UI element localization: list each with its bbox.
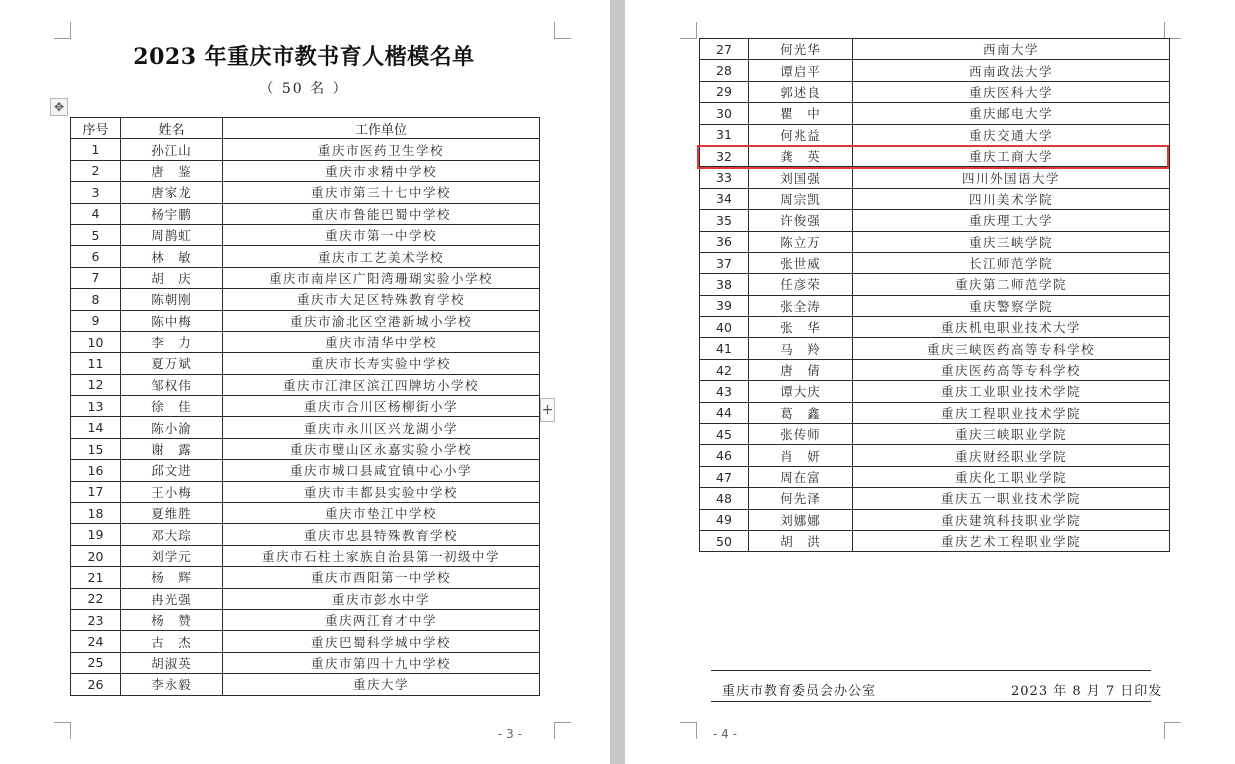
work-unit: 重庆邮电大学 [853, 103, 1170, 124]
margin-corner-mark [554, 22, 571, 39]
table-row [700, 424, 1170, 445]
table-row [700, 466, 1170, 487]
footer-rule-bottom [711, 701, 1151, 702]
table-row [71, 609, 540, 630]
row-number: 17 [71, 481, 121, 502]
teacher-name: 徐 佳 [121, 396, 223, 417]
document-subtitle: （ 50 名 ） [259, 81, 349, 97]
teacher-name: 杨 赞 [121, 609, 223, 630]
row-number: 40 [700, 317, 749, 338]
work-unit: 重庆市忠县特殊教育学校 [223, 524, 540, 545]
table-row [71, 353, 540, 374]
table-row [71, 289, 540, 310]
row-number: 41 [700, 338, 749, 359]
teacher-name: 张传师 [749, 424, 853, 445]
row-number: 43 [700, 381, 749, 402]
work-unit: 重庆市工艺美术学校 [223, 246, 540, 267]
teacher-name: 谢 露 [121, 438, 223, 459]
teacher-name: 周在富 [749, 466, 853, 487]
work-unit: 重庆五一职业技术学院 [853, 488, 1170, 509]
table-row [700, 402, 1170, 423]
row-number: 18 [71, 503, 121, 524]
column-header-name: 姓名 [121, 118, 223, 139]
footer-issue-date: 2023 年 8 月 7 日印发 [1011, 684, 1163, 699]
row-number: 30 [700, 103, 749, 124]
table-row [71, 310, 540, 331]
teacher-name: 刘国强 [749, 167, 853, 188]
work-unit: 重庆市酉阳第一中学校 [223, 567, 540, 588]
column-header-unit: 工作单位 [223, 118, 540, 139]
work-unit: 重庆财经职业学院 [853, 445, 1170, 466]
work-unit: 重庆建筑科技职业学院 [853, 509, 1170, 530]
row-number: 36 [700, 231, 749, 252]
row-number: 49 [700, 509, 749, 530]
work-unit: 重庆市南岸区广阳湾珊瑚实验小学校 [223, 267, 540, 288]
honor-roster-table-right [699, 38, 1170, 552]
work-unit: 重庆市丰都县实验中学校 [223, 481, 540, 502]
work-unit: 重庆市璧山区永嘉实验小学校 [223, 438, 540, 459]
teacher-name: 冉光强 [121, 588, 223, 609]
page-gutter [610, 0, 625, 764]
column-header-number: 序号 [71, 118, 121, 139]
table-row [71, 139, 540, 160]
work-unit: 重庆市第一中学校 [223, 224, 540, 245]
row-number: 29 [700, 81, 749, 102]
row-number: 47 [700, 466, 749, 487]
work-unit: 重庆巴蜀科学城中学校 [223, 631, 540, 652]
teacher-name: 王小梅 [121, 481, 223, 502]
row-number: 13 [71, 396, 121, 417]
row-number: 34 [700, 188, 749, 209]
table-row [71, 396, 540, 417]
teacher-name: 张全涛 [749, 295, 853, 316]
row-number: 48 [700, 488, 749, 509]
table-move-handle[interactable] [50, 98, 68, 116]
work-unit: 西南政法大学 [853, 60, 1170, 81]
row-number: 21 [71, 567, 121, 588]
table-row [700, 210, 1170, 231]
work-unit: 重庆化工职业学院 [853, 466, 1170, 487]
row-number: 35 [700, 210, 749, 231]
teacher-name: 邱文进 [121, 460, 223, 481]
teacher-name: 谭启平 [749, 60, 853, 81]
work-unit: 重庆市垫江中学校 [223, 503, 540, 524]
row-number: 46 [700, 445, 749, 466]
row-number: 11 [71, 353, 121, 374]
teacher-name: 任彦荣 [749, 274, 853, 295]
table-row [700, 81, 1170, 102]
table-row [700, 231, 1170, 252]
margin-corner-mark [680, 722, 697, 739]
row-number: 37 [700, 252, 749, 273]
work-unit: 四川美术学院 [853, 188, 1170, 209]
teacher-name: 陈朝刚 [121, 289, 223, 310]
table-row [700, 274, 1170, 295]
teacher-name: 瞿 中 [749, 103, 853, 124]
table-row [700, 188, 1170, 209]
teacher-name: 陈中梅 [121, 310, 223, 331]
row-number: 15 [71, 438, 121, 459]
table-row [700, 39, 1170, 60]
work-unit: 重庆三峡职业学院 [853, 424, 1170, 445]
highlighted-row-outline [697, 145, 1169, 169]
row-number: 14 [71, 417, 121, 438]
work-unit: 重庆市第四十九中学校 [223, 652, 540, 673]
plus-icon: + [541, 402, 554, 418]
table-row [700, 488, 1170, 509]
row-number: 26 [71, 674, 121, 695]
teacher-name: 夏万斌 [121, 353, 223, 374]
table-row [71, 588, 540, 609]
table-row [71, 460, 540, 481]
table-row [700, 60, 1170, 81]
work-unit: 重庆市求精中学校 [223, 160, 540, 181]
honor-roster-table-left [70, 117, 540, 696]
work-unit: 重庆警察学院 [853, 295, 1170, 316]
document-title: 2023 年重庆市教书育人楷模名单 [133, 44, 475, 70]
row-number: 8 [71, 289, 121, 310]
teacher-name: 胡 庆 [121, 267, 223, 288]
row-number: 39 [700, 295, 749, 316]
work-unit: 重庆市渝北区空港新城小学校 [223, 310, 540, 331]
teacher-name: 何先泽 [749, 488, 853, 509]
table-row [71, 224, 540, 245]
move-arrows-icon: ✥ [53, 100, 65, 114]
teacher-name: 邓大琮 [121, 524, 223, 545]
table-row [700, 167, 1170, 188]
work-unit: 重庆市第三十七中学校 [223, 182, 540, 203]
footer-issuing-office: 重庆市教育委员会办公室 [722, 684, 877, 699]
footer-rule-top [711, 670, 1151, 671]
work-unit: 重庆市长寿实验中学校 [223, 353, 540, 374]
teacher-name: 林 敏 [121, 246, 223, 267]
row-number: 1 [71, 139, 121, 160]
work-unit: 重庆交通大学 [853, 124, 1170, 145]
teacher-name: 李 力 [121, 331, 223, 352]
table-row [71, 203, 540, 224]
teacher-name: 唐家龙 [121, 182, 223, 203]
work-unit: 重庆市医药卫生学校 [223, 139, 540, 160]
teacher-name: 杨宇鹏 [121, 203, 223, 224]
table-row [71, 652, 540, 673]
margin-corner-mark [1164, 22, 1181, 39]
row-number: 38 [700, 274, 749, 295]
table-row [71, 267, 540, 288]
row-number: 23 [71, 609, 121, 630]
table-row [71, 524, 540, 545]
page-number-left: - 3 - [498, 727, 522, 741]
table-row [71, 374, 540, 395]
row-number: 5 [71, 224, 121, 245]
work-unit: 重庆第二师范学院 [853, 274, 1170, 295]
teacher-name: 唐 鉴 [121, 160, 223, 181]
table-row [700, 295, 1170, 316]
teacher-name: 陈小渝 [121, 417, 223, 438]
work-unit: 长江师范学院 [853, 252, 1170, 273]
teacher-name: 张世威 [749, 252, 853, 273]
margin-corner-mark [1164, 722, 1181, 739]
work-unit: 重庆大学 [223, 674, 540, 695]
row-number: 32 [700, 145, 749, 166]
teacher-name: 周宗凯 [749, 188, 853, 209]
row-number: 12 [71, 374, 121, 395]
teacher-name: 郭述良 [749, 81, 853, 102]
teacher-name: 孙江山 [121, 139, 223, 160]
row-number: 3 [71, 182, 121, 203]
work-unit: 重庆机电职业技术大学 [853, 317, 1170, 338]
row-number: 25 [71, 652, 121, 673]
table-row [71, 160, 540, 181]
margin-corner-mark [54, 722, 71, 739]
table-row [71, 438, 540, 459]
work-unit: 重庆工商大学 [853, 145, 1170, 166]
table-row [700, 252, 1170, 273]
work-unit: 重庆市石柱土家族自治县第一初级中学 [223, 545, 540, 566]
work-unit: 重庆市城口县咸宜镇中心小学 [223, 460, 540, 481]
row-number: 42 [700, 359, 749, 380]
table-row [700, 509, 1170, 530]
work-unit: 重庆市永川区兴龙湖小学 [223, 417, 540, 438]
table-header-row [71, 118, 540, 139]
work-unit: 重庆市鲁能巴蜀中学校 [223, 203, 540, 224]
work-unit: 重庆市清华中学校 [223, 331, 540, 352]
teacher-name: 肖 妍 [749, 445, 853, 466]
teacher-name: 何兆益 [749, 124, 853, 145]
row-number: 24 [71, 631, 121, 652]
work-unit: 重庆工业职业技术学院 [853, 381, 1170, 402]
work-unit: 重庆市合川区杨柳街小学 [223, 396, 540, 417]
teacher-name: 胡淑英 [121, 652, 223, 673]
row-number: 19 [71, 524, 121, 545]
teacher-name: 邹权伟 [121, 374, 223, 395]
teacher-name: 谭大庆 [749, 381, 853, 402]
teacher-name: 夏维胜 [121, 503, 223, 524]
table-row [71, 503, 540, 524]
table-row [700, 124, 1170, 145]
table-row [700, 338, 1170, 359]
row-number: 31 [700, 124, 749, 145]
table-row [71, 631, 540, 652]
table-row [71, 417, 540, 438]
work-unit: 重庆医药高等专科学校 [853, 359, 1170, 380]
work-unit: 重庆医科大学 [853, 81, 1170, 102]
table-row [71, 182, 540, 203]
table-row [71, 674, 540, 695]
table-row [71, 567, 540, 588]
work-unit: 重庆三峡医药高等专科学校 [853, 338, 1170, 359]
teacher-name: 杨 辉 [121, 567, 223, 588]
row-number: 45 [700, 424, 749, 445]
table-row [700, 381, 1170, 402]
margin-corner-mark [554, 722, 571, 739]
row-number: 2 [71, 160, 121, 181]
teacher-name: 刘娜娜 [749, 509, 853, 530]
teacher-name: 刘学元 [121, 545, 223, 566]
teacher-name: 张 华 [749, 317, 853, 338]
row-number: 7 [71, 267, 121, 288]
table-row [700, 317, 1170, 338]
margin-corner-mark [54, 22, 71, 39]
margin-corner-mark [680, 22, 697, 39]
table-row [700, 103, 1170, 124]
teacher-name: 何光华 [749, 39, 853, 60]
page-number-right: - 4 - [713, 727, 737, 741]
row-number: 10 [71, 331, 121, 352]
table-row [71, 246, 540, 267]
row-number: 16 [71, 460, 121, 481]
work-unit: 重庆市江津区滨江四牌坊小学校 [223, 374, 540, 395]
table-row [700, 359, 1170, 380]
teacher-name: 唐 倩 [749, 359, 853, 380]
work-unit: 重庆艺术工程职业学院 [853, 530, 1170, 551]
teacher-name: 周鹊虹 [121, 224, 223, 245]
row-number: 50 [700, 530, 749, 551]
table-row [71, 331, 540, 352]
row-number: 27 [700, 39, 749, 60]
row-number: 44 [700, 402, 749, 423]
teacher-name: 许俊强 [749, 210, 853, 231]
table-row [700, 530, 1170, 551]
teacher-name: 胡 洪 [749, 530, 853, 551]
row-number: 20 [71, 545, 121, 566]
teacher-name: 龚 英 [749, 145, 853, 166]
row-number: 28 [700, 60, 749, 81]
work-unit: 四川外国语大学 [853, 167, 1170, 188]
work-unit: 重庆理工大学 [853, 210, 1170, 231]
table-row [71, 481, 540, 502]
teacher-name: 古 杰 [121, 631, 223, 652]
table-row [71, 545, 540, 566]
row-number: 22 [71, 588, 121, 609]
work-unit: 重庆工程职业技术学院 [853, 402, 1170, 423]
work-unit: 重庆两江育才中学 [223, 609, 540, 630]
table-row [700, 445, 1170, 466]
work-unit: 西南大学 [853, 39, 1170, 60]
row-number: 6 [71, 246, 121, 267]
row-number: 9 [71, 310, 121, 331]
work-unit: 重庆市大足区特殊教育学校 [223, 289, 540, 310]
row-number: 33 [700, 167, 749, 188]
work-unit: 重庆市彭水中学 [223, 588, 540, 609]
row-number: 4 [71, 203, 121, 224]
document-page-3 [0, 0, 610, 764]
work-unit: 重庆三峡学院 [853, 231, 1170, 252]
teacher-name: 马 羚 [749, 338, 853, 359]
teacher-name: 葛 鑫 [749, 402, 853, 423]
teacher-name: 陈立万 [749, 231, 853, 252]
add-table-row-button[interactable] [540, 398, 555, 422]
teacher-name: 李永毅 [121, 674, 223, 695]
